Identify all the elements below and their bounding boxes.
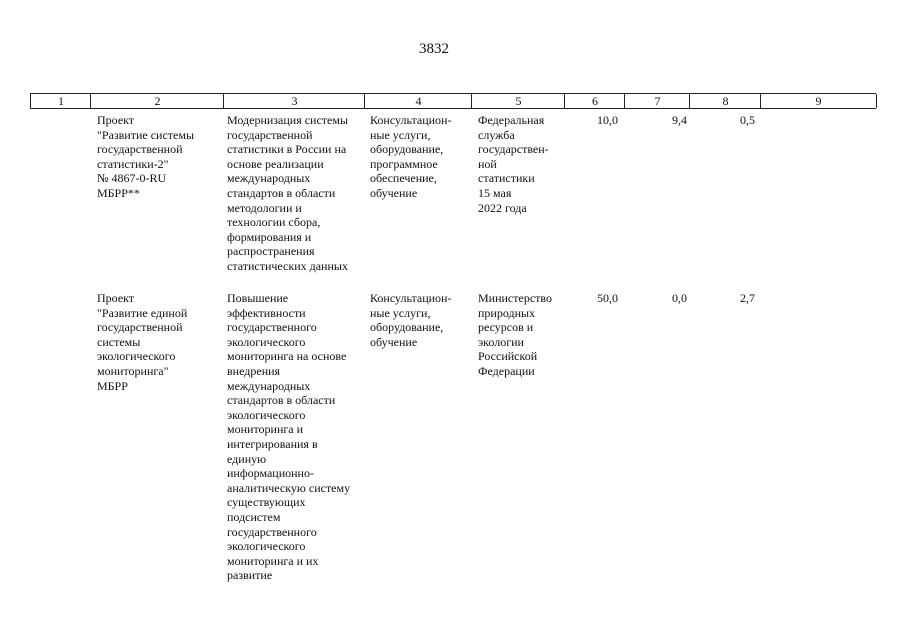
table-header-row [30, 93, 876, 109]
col6-value: 10,0 [597, 113, 618, 127]
cell-line: Проект [97, 113, 135, 127]
header-col-8: 8 [689, 94, 761, 108]
cell-line: мониторинга" [97, 363, 169, 378]
cell-line: системы [97, 334, 141, 349]
purpose-cell [227, 291, 350, 583]
page-number: 3832 [419, 41, 449, 57]
project-cell [97, 113, 194, 201]
cell-line: Консультацион- [370, 113, 452, 127]
cell-line: подсистем [227, 509, 281, 524]
cell-line: экологического [97, 349, 176, 364]
cell-line: 15 мая [478, 185, 512, 200]
cell-line: обучение [370, 334, 418, 349]
usage-cell [370, 113, 451, 201]
header-col-5: 5 [471, 94, 565, 108]
cell-line: 2022 года [478, 200, 527, 215]
cell-line: Проект [97, 291, 135, 305]
project-cell [97, 291, 187, 393]
cell-line: Федерации [478, 363, 535, 378]
header-col-1: 1 [30, 94, 91, 108]
cell-line: "Развитие системы [97, 127, 195, 142]
header-col-3: 3 [223, 94, 365, 108]
cell-line: ные услуги, [370, 127, 431, 142]
cell-line: Повышение [227, 291, 289, 305]
cell-line: внедрения [227, 363, 281, 378]
cell-line: "Развитие единой [97, 305, 188, 320]
cell-line: статистики в России на [227, 142, 347, 157]
cell-line: мониторинга и [227, 422, 304, 437]
purpose-cell [227, 113, 348, 274]
cell-line: распространения [227, 244, 315, 259]
cell-line: интегрирования в [227, 436, 318, 451]
cell-line: международных [227, 378, 311, 393]
usage-cell [370, 291, 451, 349]
cell-line: Консультацион- [370, 291, 452, 305]
cell-line: Модернизация системы [227, 113, 349, 127]
cell-line: международных [227, 171, 311, 186]
cell-line: методологии и [227, 200, 302, 215]
cell-line: № 4867-0-RU [97, 171, 167, 186]
cell-line: ные услуги, [370, 305, 431, 320]
cell-line: экологического [227, 334, 306, 349]
cell-line: технологии сбора, [227, 215, 321, 230]
cell-line: государствен- [478, 142, 549, 157]
executor-cell [478, 113, 549, 215]
cell-line: экологического [227, 407, 306, 422]
col7-value: 9,4 [672, 113, 687, 127]
cell-line: Министерство [478, 291, 552, 305]
cell-line: государственного [227, 320, 317, 335]
cell-line: статистики [478, 171, 535, 186]
col7-value: 0,0 [672, 291, 687, 305]
cell-line: Российской [478, 349, 538, 364]
cell-line: стандартов в области [227, 185, 336, 200]
cell-line: формирования и [227, 229, 312, 244]
cell-line: природных [478, 305, 536, 320]
header-col-2: 2 [90, 94, 224, 108]
header-col-6: 6 [564, 94, 625, 108]
cell-line: информационно- [227, 466, 314, 481]
cell-line: основе реализации [227, 156, 324, 171]
cell-line: экологического [227, 539, 306, 554]
header-col-9: 9 [760, 94, 877, 108]
cell-line: экологии [478, 334, 524, 349]
cell-line: служба [478, 127, 515, 142]
cell-line: МБРР** [97, 185, 140, 200]
cell-line: статистики-2" [97, 156, 169, 171]
cell-line: статистических данных [227, 258, 348, 273]
col8-value: 2,7 [740, 291, 755, 305]
cell-line: обеспечение, [370, 171, 437, 186]
cell-line: ной [478, 156, 497, 171]
col8-value: 0,5 [740, 113, 755, 127]
cell-line: единую [227, 451, 267, 466]
cell-line: оборудование, [370, 320, 444, 335]
cell-line: государственной [227, 127, 313, 142]
cell-line: программное [370, 156, 438, 171]
cell-line: существующих [227, 495, 306, 510]
cell-line: развитие [227, 568, 273, 583]
cell-line: ресурсов и [478, 320, 534, 335]
cell-line: аналитическую систему [227, 480, 351, 495]
col6-value: 50,0 [597, 291, 618, 305]
cell-line: государственной [97, 142, 183, 157]
cell-line: МБРР [97, 378, 128, 393]
cell-line: обучение [370, 185, 418, 200]
cell-line: государственной [97, 320, 183, 335]
executor-cell [478, 291, 552, 379]
header-col-7: 7 [624, 94, 690, 108]
cell-line: Федеральная [478, 113, 545, 127]
cell-line: эффективности [227, 305, 306, 320]
cell-line: стандартов в области [227, 393, 336, 408]
header-col-4: 4 [364, 94, 472, 108]
cell-line: оборудование, [370, 142, 444, 157]
cell-line: мониторинга на основе [227, 349, 347, 364]
cell-line: мониторинга и их [227, 553, 319, 568]
cell-line: государственного [227, 524, 317, 539]
